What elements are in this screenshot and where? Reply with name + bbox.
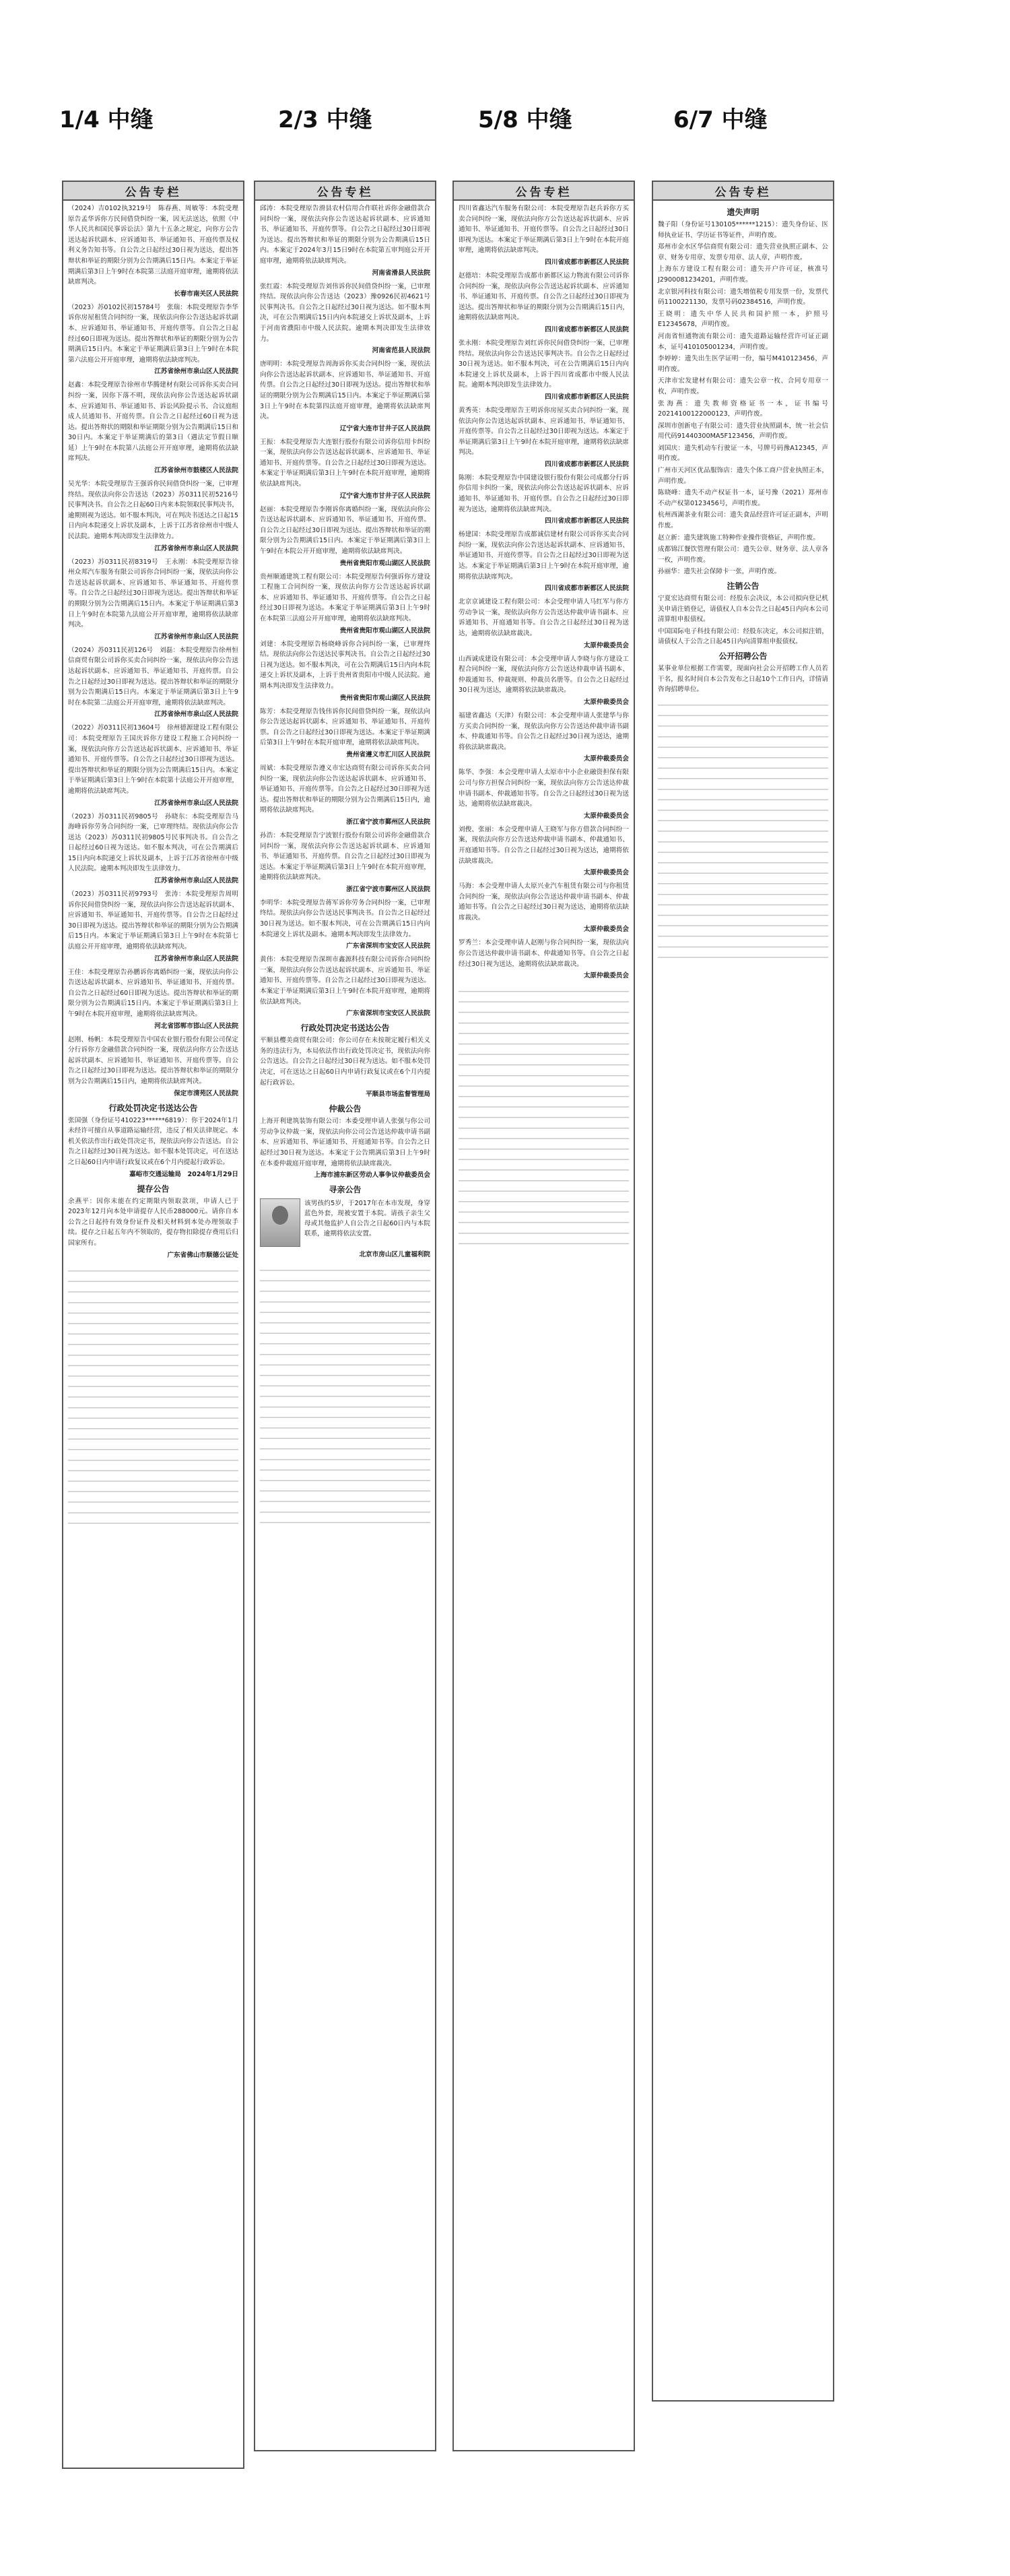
notice-text: 杨建国：本院受理原告成都诚信建材有限公司诉你买卖合同纠纷一案，现依法向你公告送达起诉状副本、应诉通知书、举证通知书、开庭传票等。自公告之日起经过30日即视为送达。本案定于举证期满后第3日上午9时在本院开庭审理，逾期将依法缺席判决。 [459,531,629,581]
continued-text-lines [260,1263,430,1533]
notice-signature: 贵州省遵义市汇川区人民法院 [346,750,430,759]
column-header: 公告专栏 [63,182,243,201]
section-subheading: 寻亲公告 [329,1185,362,1195]
notice-signature: 江苏省徐州市泉山区人民法院 [154,368,238,376]
notice-signature: 河南省范县人民法院 [372,347,430,355]
notice-signature: 广东省佛山市顺德公证处 [167,1251,238,1259]
notice-text: 刘建：本院受理原告杨晓峰诉你合同纠纷一案，已审理终结。现依法向你公告送达民事判决书。自公告之日起经过30日视为送达。如不服本判决，可在公告期满后15日内向本院递交上诉状及副本，上诉于贵州省贵阳市中级人民法院。逾期本判决即发生法律效力。 [260,640,430,690]
notice-text: 赵丽：本院受理原告李刚诉你离婚纠纷一案，现依法向你公告送达起诉状副本、应诉通知书、举证通知书、开庭传票。自公告之日起经过30日即视为送达。提出答辩状和举证的期限分别为公告期满后15日内。本案定于举证期满后第3日上午9时在本院公开开庭审理，逾期将依法缺席判决。 [260,505,430,556]
notice-text: 郑州市金水区华信商贸有限公司：遗失营业执照正副本、公章、财务专用章、发票专用章、法人章，声明作废。 [658,243,828,261]
notice-signature: 太原仲裁委员会 [583,972,629,980]
notice-text: 某事业单位根据工作需要，现面向社会公开招聘工作人员若干名，报名时间自本公告发布之日起10个工作日内，详情请咨询招聘单位。 [658,664,828,694]
notice-text: 北京银河科技有限公司：遗失增值税专用发票一份，发票代码1100221130，发票号码02384516，声明作废。 [658,288,828,307]
notice-signature: 江苏省徐州市鼓楼区人民法院 [154,467,238,475]
column-body [255,201,435,1537]
column-header: 公告专栏 [255,182,435,201]
notice-signature: 辽宁省大连市甘井子区人民法院 [339,492,430,500]
notice-text: 上海开利建筑装饰有限公司：本委受理申请人张强与你公司劳动争议仲裁一案，现依法向你公司公告送达仲裁申请书副本、应诉通知书、举证通知书、开庭通知书等。自公告之日起经过30日视为送达。本案定于公告期满后第3日上午9时在本委仲裁庭开庭审理，逾期将依法缺席裁决。 [260,1118,430,1167]
notice-signature: 四川省成都市新都区人民法院 [545,585,629,593]
notice-signature: 四川省成都市新都区人民法院 [545,517,629,525]
notice-text: 张国强（身份证号410223******6819）：你于2024年1月未经许可擅自从事道路运输经营，违反了相关法律规定。本机关依法作出行政处罚决定书，现依法向你公告送达。自公告之日起经过30日视为送达。如不服本处罚决定，可在送达之日起60日内申请行政复议或在6个月内提起行政诉讼。 [68,1116,238,1166]
notice-signature: 江苏省徐州市泉山区人民法院 [154,633,238,641]
missing-person-notice [260,1198,430,1247]
notice-text: 马海：本会受理申请人太原兴业汽车租赁有限公司与你租赁合同纠纷一案，现依法向你公告送达仲裁申请书副本、仲裁通知书等。自公告之日起经过30日视为送达，逾期将依法缺席裁决。 [459,882,629,922]
notice-text: 邱涛：本院受理原告滑县农村信用合作联社诉你金融借款合同纠纷一案，现依法向你公告送达起诉状副本、应诉通知书、举证通知书、开庭传票等。自公告之日起经过30日即视为送达。提出答辩状和举证的期限分别为公告期满后15日内。本案定于2024年3月15日9时在本院第五审判庭公开开庭审理，逾期将依法缺席判决。 [260,205,430,265]
notice-text: 吴光华：本院受理原告王强诉你民间借贷纠纷一案，已审理终结。现依法向你公告送达（2023）苏0311民初5216号民事判决书。自公告之日起60日内来本院领取民事判决书，逾期则视为送达。如不服本判决，可在判决书送达之日起15日内向本院递交上诉状及副本，上诉于江苏省徐州市中级人民法院。逾期本判决即发生法律效力。 [68,480,238,541]
notice-text: 陈华、李强：本会受理申请人太原市中小企业融资担保有限公司与你方担保合同纠纷一案，现依法向你方公告送达仲裁申请书副本、仲裁通知书等。自公告之日起经过30日视为送达，逾期将依法缺席裁决。 [459,769,629,808]
section-subheading: 注销公告 [727,581,760,591]
notice-text: 周斌：本院受理原告遵义市宏达商贸有限公司诉你买卖合同纠纷一案，现依法向你公告送达起诉状副本、应诉通知书、举证通知书、开庭传票等。自公告之日起经过30日即视为送达。提出答辩状和举证的期限分别为公告期满后15日内，逾期将依法缺席判决。 [260,764,430,814]
notice-text: 上海东方建设工程有限公司：遗失开户许可证，核准号J2900081234201，声明作废。 [658,265,828,284]
notice-text: 宁夏宏达商贸有限公司：经股东会决议，本公司拟向登记机关申请注销登记，请债权人自本公告之日起45日内向本公司清算组申报债权。 [658,595,828,624]
notice-text: 李婷婷：遗失出生医学证明一份，编号M410123456，声明作废。 [658,355,828,373]
notice-text: 刘国庆：遗失机动车行驶证一本，号牌号码豫A12345，声明作废。 [658,444,828,463]
notice-column-4 [652,181,834,2402]
notice-text: 王晓明：遗失中华人民共和国护照一本，护照号E12345678，声明作废。 [658,310,828,329]
notice-signature: 江苏省徐州市泉山区人民法院 [154,877,238,885]
notice-column-1 [62,181,244,2469]
column-label-2-3: 2/3 中缝 [278,106,372,133]
column-header: 公告专栏 [653,182,833,201]
notice-text: 杭州西湖茶业有限公司：遗失食品经营许可证正副本，声明作废。 [658,511,828,530]
notice-text: 福建省鑫达（天津）有限公司：本会受理申请人张建华与你方买卖合同纠纷一案，现依法向你方公告送达仲裁申请书副本、仲裁通知书等。自公告之日起经过30日视为送达，逾期将依法缺席裁决。 [459,711,629,751]
notice-text: 成都锦江餐饮管理有限公司：遗失公章、财务章、法人章各一枚，声明作废。 [658,546,828,564]
notice-text: 张红霞：本院受理原告刘伟诉你民间借贷纠纷一案，已审理终结。现依法向你公告送达（2023）豫0926民初4621号民事判决书。自公告之日起经过30日视为送达。如不服本判决，可在公告期满后15日内向本院递交上诉状及副本，上诉于河南省濮阳市中级人民法院。逾期本判决即发生法律效力。 [260,282,430,343]
notice-column-3 [452,181,635,2451]
notice-text: 刘俊、张丽：本会受理申请人王晓军与你方借款合同纠纷一案，现依法向你方公告送达仲裁申请书副本、仲裁通知书、开庭通知书等。自公告之日起经过30日视为送达，逾期将依法缺席裁决。 [459,825,629,865]
notice-text: 四川省鑫达汽车服务有限公司：本院受理原告赵兵诉你方买卖合同纠纷一案，现依法向你方公告送达起诉状副本、应诉通知书、举证通知书、开庭传票等。自公告之日起经过30日即视为送达。本案定于举证期满后第3日上午9时在本院开庭审理，逾期将依法缺席判决。 [459,205,629,255]
notice-signature: 浙江省宁波市鄞州区人民法院 [346,818,430,826]
notice-text: 张海燕：遗失教师资格证书一本，证书编号20214100122000123，声明作废。 [658,399,828,418]
notice-text: 赵立新：遗失建筑施工特种作业操作资格证，声明作废。 [658,534,819,542]
notice-signature: 贵州省贵阳市观山湖区人民法院 [339,626,430,635]
column-body [454,201,634,1258]
continued-text-lines [658,698,828,967]
person-photo [260,1198,300,1247]
column-header: 公告专栏 [454,182,634,201]
notice-text: 北京京诚建设工程有限公司：本会受理申请人马红军与你方劳动争议一案，现依法向你方公告送达仲裁申请书副本、应诉通知书、开庭通知书等。自公告之日起经过30日视为送达，逾期将依法缺席裁决。 [459,598,629,637]
notice-text: 孙浩：本院受理原告宁波银行股份有限公司诉你金融借款合同纠纷一案，现依法向你公告送达起诉状副本、应诉通知书、举证通知书、开庭传票。自公告之日起经过30日即视为送达。本案定于举证期满后第3日上午9时在本院开庭审理，逾期将依法缺席判决。 [260,831,430,882]
notice-signature: 广东省深圳市宝安区人民法院 [346,1010,430,1018]
notice-text: 黄伟：本院受理原告深圳市鑫源科技有限公司诉你合同纠纷一案，现依法向你公告送达起诉状副本、应诉通知书、举证通知书、开庭传票等。自公告之日起经过30日即视为送达。本案定于举证期满后第3日上午9时在本院开庭审理，逾期将依法缺席判决。 [260,956,430,1006]
notice-text: （2023）苏0311民初9805号 孙晓东：本院受理原告马海峰诉你劳务合同纠纷一案，已审理终结。现依法向你公告送达（2023）苏0311民初9805号民事判决书。自公告之日起经过60日视为送达。如不服本判决，可在公告期满后15日内向本院递交上诉状及副本，上诉于江苏省徐州市中级人民法院。逾期本判决即发生法律效力。 [68,812,238,873]
notice-text: 余燕平：因你未能在约定期限内领取款项，申请人已于2023年12月向本处申请提存人民币288000元。请你自本公告之日起持有效身份证件及相关材料到本处办理领取手续。提存之日起五年内不领取的，提存物扣除提存费用后归国家所有。 [68,1197,238,1247]
notice-signature: 江苏省徐州市泉山区人民法院 [154,544,238,552]
notice-column-2 [254,181,436,2451]
notice-signature: 太原仲裁委员会 [583,641,629,649]
notice-text: 平顺县樱美商贸有限公司：你公司存在未按规定履行相关义务的违法行为，本局依法作出行政处罚决定书，现依法向你公告送达。自公告之日起经过30日视为送达。如不服本处罚决定，可在送达之日起60日内申请行政复议或在6个月内提起行政诉讼。 [260,1037,430,1087]
notice-text: 孙丽华：遗失社会保障卡一张，声明作废。 [658,568,781,576]
notice-text: （2023）苏0102民初15784号 张瑞：本院受理原告李华诉你房屋租赁合同纠纷一案，现依法向你公告送达起诉状副本、应诉通知书、举证通知书、开庭传票等。自公告之日起经过60日即视为送达。提出答辩状和举证的期限分别为公告期满后15日内。本案定于举证期满后第3日上午9时在本院第六法庭公开开庭审理，逾期将依法缺席判决。 [68,303,238,364]
notice-signature: 嘉峪市交通运输局 2024年1月29日 [129,1170,238,1178]
section-subheading: 行政处罚决定书送达公告 [108,1103,198,1113]
notice-text: 天津市宏发建材有限公司：遗失公章一枚、合同专用章一枚，声明作废。 [658,377,828,395]
notice-signature: 浙江省宁波市鄞州区人民法院 [346,885,430,893]
notice-signature: 保定市清苑区人民法院 [174,1089,238,1097]
notice-signature: 平顺县市场监督管理局 [366,1091,430,1099]
notice-text: 赵鑫：本院受理原告徐州市华腾建材有限公司诉你买卖合同纠纷一案，因你下落不明，现依法向你公告送达起诉状副本、应诉通知书、举证通知书、诉讼风险提示书、合议庭组成人员通知书、开庭传票。自公告之日起经过60日视为送达。提出答辩状的期限和举证期限分别为公告期满后15日和30日内。本案定于举证期满后的第3日（遇法定节假日顺延）上午9时在本院第八法庭公开开庭审理，逾期将依法缺席判决。 [68,381,238,463]
notice-signature: 北京市房山区儿童福利院 [359,1251,430,1259]
notice-text: 贵州顺通建筑工程有限公司：本院受理原告何强诉你方建设工程施工合同纠纷一案，现依法向你方公告送达起诉状副本、应诉通知书、举证通知书、开庭传票等。自公告之日起经过30日即视为送达。本案定于举证期满后第3日上午9时在本院第三法庭公开开庭审理，逾期将依法缺席判决。 [260,573,430,622]
notice-text: （2024）苏0311民初126号 刘磊：本院受理原告徐州恒信商贸有限公司诉你买卖合同纠纷一案，现依法向你公告送达起诉状副本、应诉通知书、举证通知书、开庭传票。自公告之日起经过30日即视为送达。提出答辩状和举证的期限分别为公告期满后15日内。本案定于举证期满后第3日上午9时在本院第二法庭公开开庭审理，逾期将依法缺席判决。 [68,646,238,707]
notice-text: 陈芳：本院受理原告钱伟诉你民间借贷纠纷一案，现依法向你公告送达起诉状副本、应诉通知书、举证通知书、开庭传票。自公告之日起经过30日即视为送达。本案定于举证期满后第3日上午9时在本院开庭审理，逾期将依法缺席判决。 [260,707,430,747]
notice-text: 罗秀兰：本会受理申请人赵刚与你合同纠纷一案，现依法向你公告送达仲裁申请书副本、仲裁通知书等。自公告之日起经过30日视为送达，逾期将依法缺席裁决。 [459,939,629,968]
notice-text: 唐明明：本院受理原告周海诉你买卖合同纠纷一案，现依法向你公告送达起诉状副本、应诉通知书、举证通知书、开庭传票。自公告之日起经过30日即视为送达。提出答辩状和举证的期限分别为公告期满后15日内。本案定于举证期满后第3日上午9时在本院第四法庭开庭审理，逾期将依法缺席判决。 [260,360,430,421]
notice-text: 赵德培：本院受理原告成都市新都区运力物流有限公司诉你合同纠纷一案，现依法向你公告送达起诉状副本、应诉通知书、举证通知书、开庭传票。自公告之日起经过30日即视为送达。提出答辩状和举证的期限分别为公告期满后15日内，逾期将依法缺席判决。 [459,271,629,322]
notice-signature: 广东省深圳市宝安区人民法院 [346,942,430,951]
notice-signature: 长春市南关区人民法院 [174,290,238,298]
notice-text: 陈刚：本院受理原告中国建设银行股份有限公司成都分行诉你信用卡纠纷一案，现依法向你公告送达起诉状副本、应诉通知书、举证通知书、开庭传票。自公告之日起经过30日即视为送达，逾期将依法缺席判决。 [459,474,629,513]
notice-text: 河南省恒通物流有限公司：遗失道路运输经营许可证正副本，证号410105001234，声明作废。 [658,332,828,351]
section-subheading: 遗失声明 [727,207,760,217]
notice-text: （2023）苏0311民初9793号 张涛：本院受理原告周明诉你民间借贷纠纷一案，现依法向你公告送达起诉状副本、应诉通知书、举证通知书、开庭传票等。自公告之日起经过30日即视为送达。提出答辩状和举证的期限分别为公告期满后15日内。本案定于举证期满后第3日上午9时在本院第七法庭公开开庭审理，逾期将依法缺席判决。 [68,891,238,951]
notice-text: 赵刚、杨帆：本院受理原告中国农业银行股份有限公司保定分行诉你方金融借款合同纠纷一案，现依法向你方公告送达起诉状副本、应诉通知书、举证通知书、开庭传票等。自公告之日起经过30日即视为送达。提出答辩状和举证的期限分别为公告期满后15日内，逾期将依法缺席判决。 [68,1035,238,1085]
notice-signature: 辽宁省大连市甘井子区人民法院 [339,424,430,432]
notice-signature: 贵州省贵阳市观山湖区人民法院 [339,694,430,702]
notice-signature: 河北省邯郸市邯山区人民法院 [154,1022,238,1030]
notice-signature: 太原仲裁委员会 [583,698,629,706]
notice-text: 广州市天河区优品服饰店：遗失个体工商户营业执照正本，声明作废。 [658,467,828,485]
notice-signature: 江苏省徐州市泉山区人民法院 [154,711,238,719]
notice-text: 中国国际电子科技有限公司：经股东决定，本公司拟注销，请债权人于公告之日起45日内向清算组申报债权。 [658,627,828,646]
notice-signature: 太原仲裁委员会 [583,755,629,763]
notice-text: 魏子阳（身份证号130105******1215）：遗失身份证、医师执业证书、学历证书等证件，声明作废。 [658,221,828,239]
section-subheading: 公开招聘公告 [718,651,768,661]
continued-text-lines [68,1264,238,1533]
notice-signature: 江苏省徐州市泉山区人民法院 [154,799,238,807]
column-body [63,201,243,1537]
column-body [653,201,833,971]
notice-signature: 太原仲裁委员会 [583,869,629,877]
notice-signature: 河南省滑县人民法院 [372,269,430,277]
notice-text: 王佳：本院受理原告孙鹏诉你离婚纠纷一案，现依法向你公告送达起诉状副本、应诉通知书、举证通知书、开庭传票。自公告之日起经过60日即视为送达。提出答辩状和举证的期限分别为公告期满后15日内。本案定于举证期满后第3日上午9时在本院开庭审理，逾期将依法缺席判决。 [68,968,238,1018]
notice-text: （2023）苏0311民初8319号 王永刚：本院受理原告徐州众邦汽车服务有限公司诉你合同纠纷一案，现依法向你公告送达起诉状副本、应诉通知书、举证通知书、开庭传票等。自公告之日起经过30日即视为送达。提出答辩状和举证的期限分别为公告期满后15日内。本案定于举证期满后第3日上午9时在本院第九法庭公开开庭审理，逾期将依法缺席判决。 [68,558,238,629]
notice-signature: 贵州省贵阳市观山湖区人民法院 [339,559,430,567]
notice-signature: 太原仲裁委员会 [583,926,629,934]
notice-signature: 四川省成都市新都区人民法院 [545,325,629,333]
notice-text: 黄秀英：本院受理原告王明诉你房屋买卖合同纠纷一案，现依法向你公告送达起诉状副本、应诉通知书、举证通知书、开庭传票等。自公告之日起经过30日即视为送达。本案定于举证期满后第3日上午9时在本院开庭审理，逾期将依法缺席判决。 [459,406,629,457]
notice-signature: 江苏省徐州市泉山区人民法院 [154,955,238,963]
notice-text: 深圳市创新电子有限公司：遗失营业执照副本，统一社会信用代码91440300MA5F123456，声明作废。 [658,422,828,441]
notice-text: 山西诚成建设有限公司：本会受理申请人李晓与你方建设工程合同纠纷一案，现依法向你方公告送达仲裁申请书副本、仲裁通知书、仲裁规则、仲裁员名册等。自公告之日起经过30日视为送达，逾期将依法缺席裁决。 [459,655,629,695]
notice-signature: 四川省成都市新都区人民法院 [545,393,629,401]
notice-signature: 太原仲裁委员会 [583,812,629,820]
section-subheading: 提存公告 [137,1184,170,1194]
notice-text: 王振：本院受理原告大连银行股份有限公司诉你信用卡纠纷一案，现依法向你公告送达起诉状副本、应诉通知书、举证通知书、开庭传票等。自公告之日起经过30日即视为送达。本案定于举证期满后第3日上午9时在本院开庭审理，逾期将依法缺席判决。 [260,438,430,488]
notice-text: （2024）吉0102执3219号 陈春燕、周敏等：本院受理原告孟华诉你方民间借贷纠纷一案，因无法送达，依照《中华人民共和国民事诉讼法》第九十五条之规定，向你方公告送达起诉状副本、应诉通知书、举证通知书、开庭传票及权利义务告知书等。自公告之日起经过30日视为送达，提出答辩状和举证的期限分别为公告期满后15日内。本案定于举证期满后第3日上午9时在本院第三法庭开庭审理，逾期将依法缺席判决。 [68,205,238,286]
continued-text-lines [459,984,629,1254]
section-subheading: 仲裁公告 [329,1104,362,1114]
section-subheading: 行政处罚决定书送达公告 [300,1023,390,1033]
notice-text: （2022）苏0311民初13604号 徐州德源建设工程有限公司：本院受理原告王国庆诉你方建设工程施工合同纠纷一案，现依法向你方公告送达起诉状副本、应诉通知书、举证通知书、开庭传票等。自公告之日起经过30日即视为送达。提出答辩状和举证的期限分别为公告期满后15日内。本案定于举证期满后第3日上午9时在本院第十法庭公开开庭审理，逾期将依法缺席判决。 [68,724,238,795]
column-label-1-4: 1/4 中缝 [59,106,154,133]
column-label-6-7: 6/7 中缝 [673,106,768,133]
notice-text: 李明华：本院受理原告蒋军诉你劳务合同纠纷一案，已审理终结。现依法向你公告送达民事判决书。自公告之日起经过30日视为送达。如不服本判决，可在公告期满后15日内向本院递交上诉状及副本。逾期本判决即发生法律效力。 [260,899,430,938]
column-label-5-8: 5/8 中缝 [478,106,572,133]
notice-text: 该男孩约5岁，于2017年在本市发现，身穿蓝色外套，现被安置于本院。请孩子亲生父母或其他监护人自公告之日起60日内与本院联系，逾期将依法安置。 [304,1200,430,1238]
notice-text: 张永刚：本院受理原告刘红诉你民间借贷纠纷一案，已审理终结。现依法向你公告送达民事判决书。自公告之日起经过30日视为送达。如不服本判决，可在公告期满后15日内向本院递交上诉状及副本，上诉于四川省成都市中级人民法院。逾期本判决即发生法律效力。 [459,339,629,389]
notice-signature: 上海市浦东新区劳动人事争议仲裁委员会 [314,1171,430,1180]
notice-signature: 四川省成都市新都区人民法院 [545,258,629,266]
notice-signature: 四川省成都市新都区人民法院 [545,460,629,468]
notice-text: 陈晓峰：遗失不动产权证书一本，证号豫（2021）郑州市不动产权第0123456号，声明作废。 [658,489,828,507]
